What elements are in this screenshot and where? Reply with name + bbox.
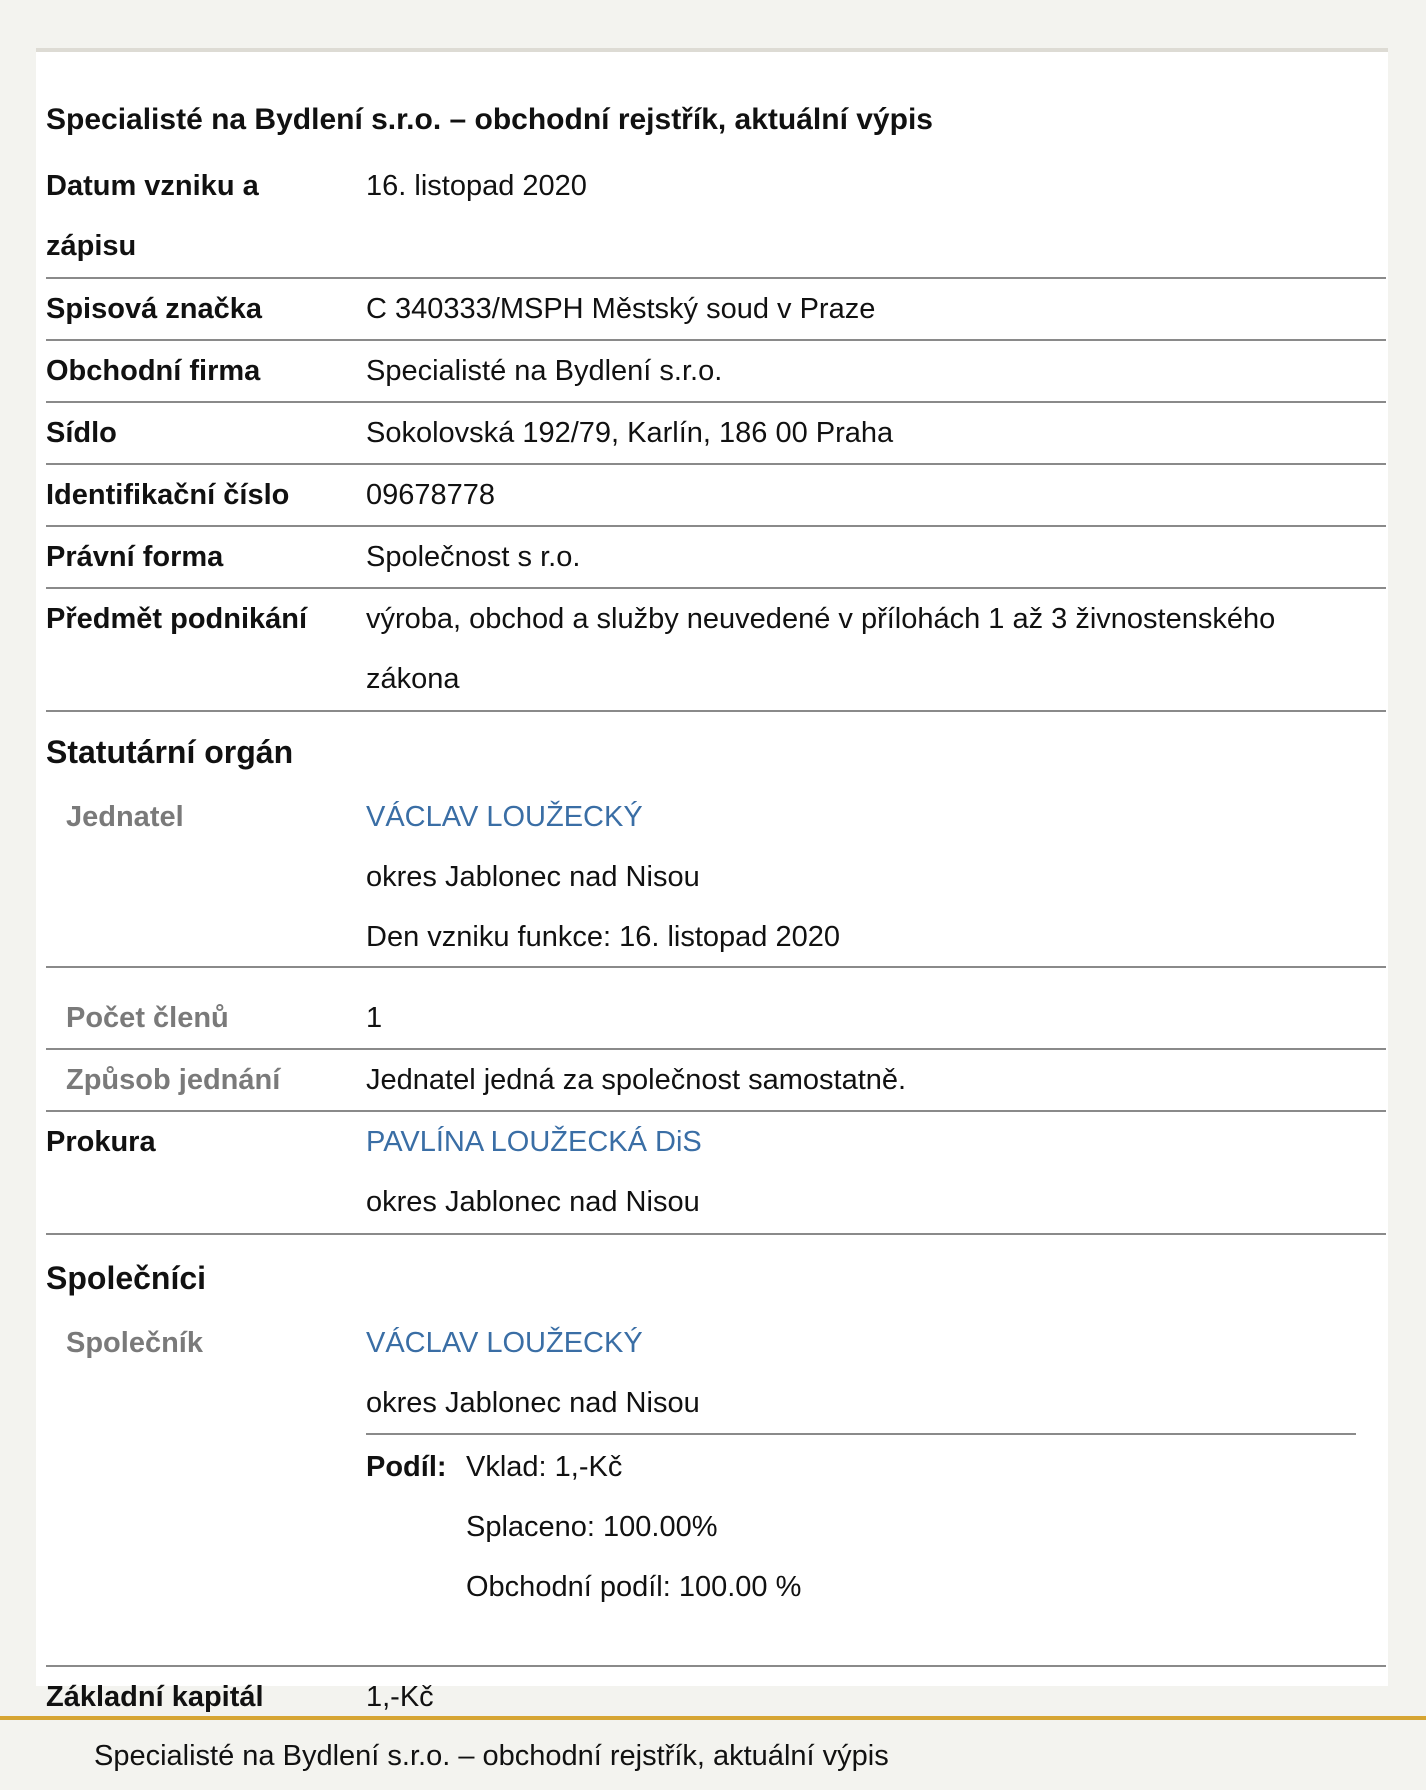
row-jednatel bbox=[46, 787, 1386, 968]
value-pravni-forma: Společnost s r.o. bbox=[366, 541, 581, 573]
podil-vklad: Vklad: 1,-Kč bbox=[466, 1451, 623, 1483]
predmet-line1: výroba, obchod a služby neuvedené v přílohách 1 až 3 živnostenského bbox=[366, 603, 1276, 635]
label-datum-line1: Datum vzniku a bbox=[46, 170, 259, 202]
row-zpusob-jednani bbox=[46, 1050, 1386, 1112]
row-obchodni-firma bbox=[46, 341, 1386, 403]
footer bbox=[0, 1716, 1426, 1790]
value-spisova-znacka: C 340333/MSPH Městský soud v Praze bbox=[366, 293, 876, 325]
value-sidlo: Sokolovská 192/79, Karlín, 186 00 Praha bbox=[366, 417, 894, 449]
value-zpusob-jednani: Jednatel jedná za společnost samostatně. bbox=[366, 1064, 907, 1096]
podil-obchodni: Obchodní podíl: 100.00 % bbox=[466, 1571, 802, 1603]
registry-card bbox=[36, 48, 1388, 1713]
footer-text: Specialisté na Bydlení s.r.o. – obchodní rejstřík, aktuální výpis bbox=[94, 1740, 889, 1772]
label-jednatel: Jednatel bbox=[66, 801, 184, 833]
row-spisova-znacka bbox=[46, 279, 1386, 341]
row-ico bbox=[46, 465, 1386, 527]
page-title: Specialisté na Bydlení s.r.o. – obchodní rejstřík, aktuální výpis bbox=[46, 103, 933, 136]
label-prokura: Prokura bbox=[46, 1126, 156, 1158]
value-predmet-podnikani bbox=[366, 589, 1386, 709]
label-pravni-forma: Právní forma bbox=[46, 541, 224, 573]
row-datum-vzniku bbox=[46, 156, 1386, 279]
row-spolecnik bbox=[46, 1313, 1386, 1667]
row-prokura bbox=[46, 1112, 1386, 1235]
label-datum-line2: zápisu bbox=[46, 230, 137, 262]
predmet-line2: zákona bbox=[366, 663, 460, 695]
row-pocet-clenu bbox=[46, 968, 1386, 1050]
jednatel-name-link[interactable]: VÁCLAV LOUŽECKÝ bbox=[366, 801, 643, 833]
spolecnik-okres: okres Jablonec nad Nisou bbox=[366, 1387, 700, 1419]
row-predmet-podnikani bbox=[46, 589, 1386, 712]
value-spolecnik bbox=[366, 1313, 1386, 1433]
value-zakladni-kapital: 1,-Kč bbox=[366, 1681, 434, 1713]
label-zpusob-jednani: Způsob jednání bbox=[66, 1064, 281, 1096]
row-sidlo bbox=[46, 403, 1386, 465]
section-statutarni-organ: Statutární orgán bbox=[46, 734, 294, 770]
spolecnik-name-link[interactable]: VÁCLAV LOUŽECKÝ bbox=[366, 1327, 643, 1359]
label-obchodni-firma: Obchodní firma bbox=[46, 355, 261, 387]
podil-label: Podíl: bbox=[366, 1451, 447, 1483]
value-ico: 09678778 bbox=[366, 479, 496, 511]
label-spolecnik: Společník bbox=[66, 1327, 203, 1359]
label-predmet-podnikani: Předmět podnikání bbox=[46, 603, 308, 635]
podil-splaceno: Splaceno: 100.00% bbox=[466, 1511, 718, 1543]
section-spolecnici: Společníci bbox=[46, 1260, 207, 1296]
label-pocet-clenu: Počet členů bbox=[66, 1002, 229, 1034]
value-datum-vzniku: 16. listopad 2020 bbox=[366, 170, 587, 202]
row-pravni-forma bbox=[46, 527, 1386, 589]
label-sidlo: Sídlo bbox=[46, 417, 117, 449]
podil-divider bbox=[366, 1433, 1356, 1435]
prokura-name-link[interactable]: PAVLÍNA LOUŽECKÁ DiS bbox=[366, 1126, 702, 1158]
jednatel-okres: okres Jablonec nad Nisou bbox=[366, 861, 700, 893]
jednatel-funkce: Den vzniku funkce: 16. listopad 2020 bbox=[366, 921, 840, 953]
value-pocet-clenu: 1 bbox=[366, 1002, 383, 1034]
value-obchodni-firma: Specialisté na Bydlení s.r.o. bbox=[366, 355, 723, 387]
prokura-okres: okres Jablonec nad Nisou bbox=[366, 1186, 700, 1218]
label-zakladni-kapital: Základní kapitál bbox=[46, 1681, 264, 1713]
value-jednatel bbox=[366, 787, 1386, 967]
label-spisova-znacka: Spisová značka bbox=[46, 293, 262, 325]
value-prokura bbox=[366, 1112, 1386, 1232]
label-ico: Identifikační číslo bbox=[46, 479, 290, 511]
label-datum-vzniku bbox=[46, 156, 346, 276]
